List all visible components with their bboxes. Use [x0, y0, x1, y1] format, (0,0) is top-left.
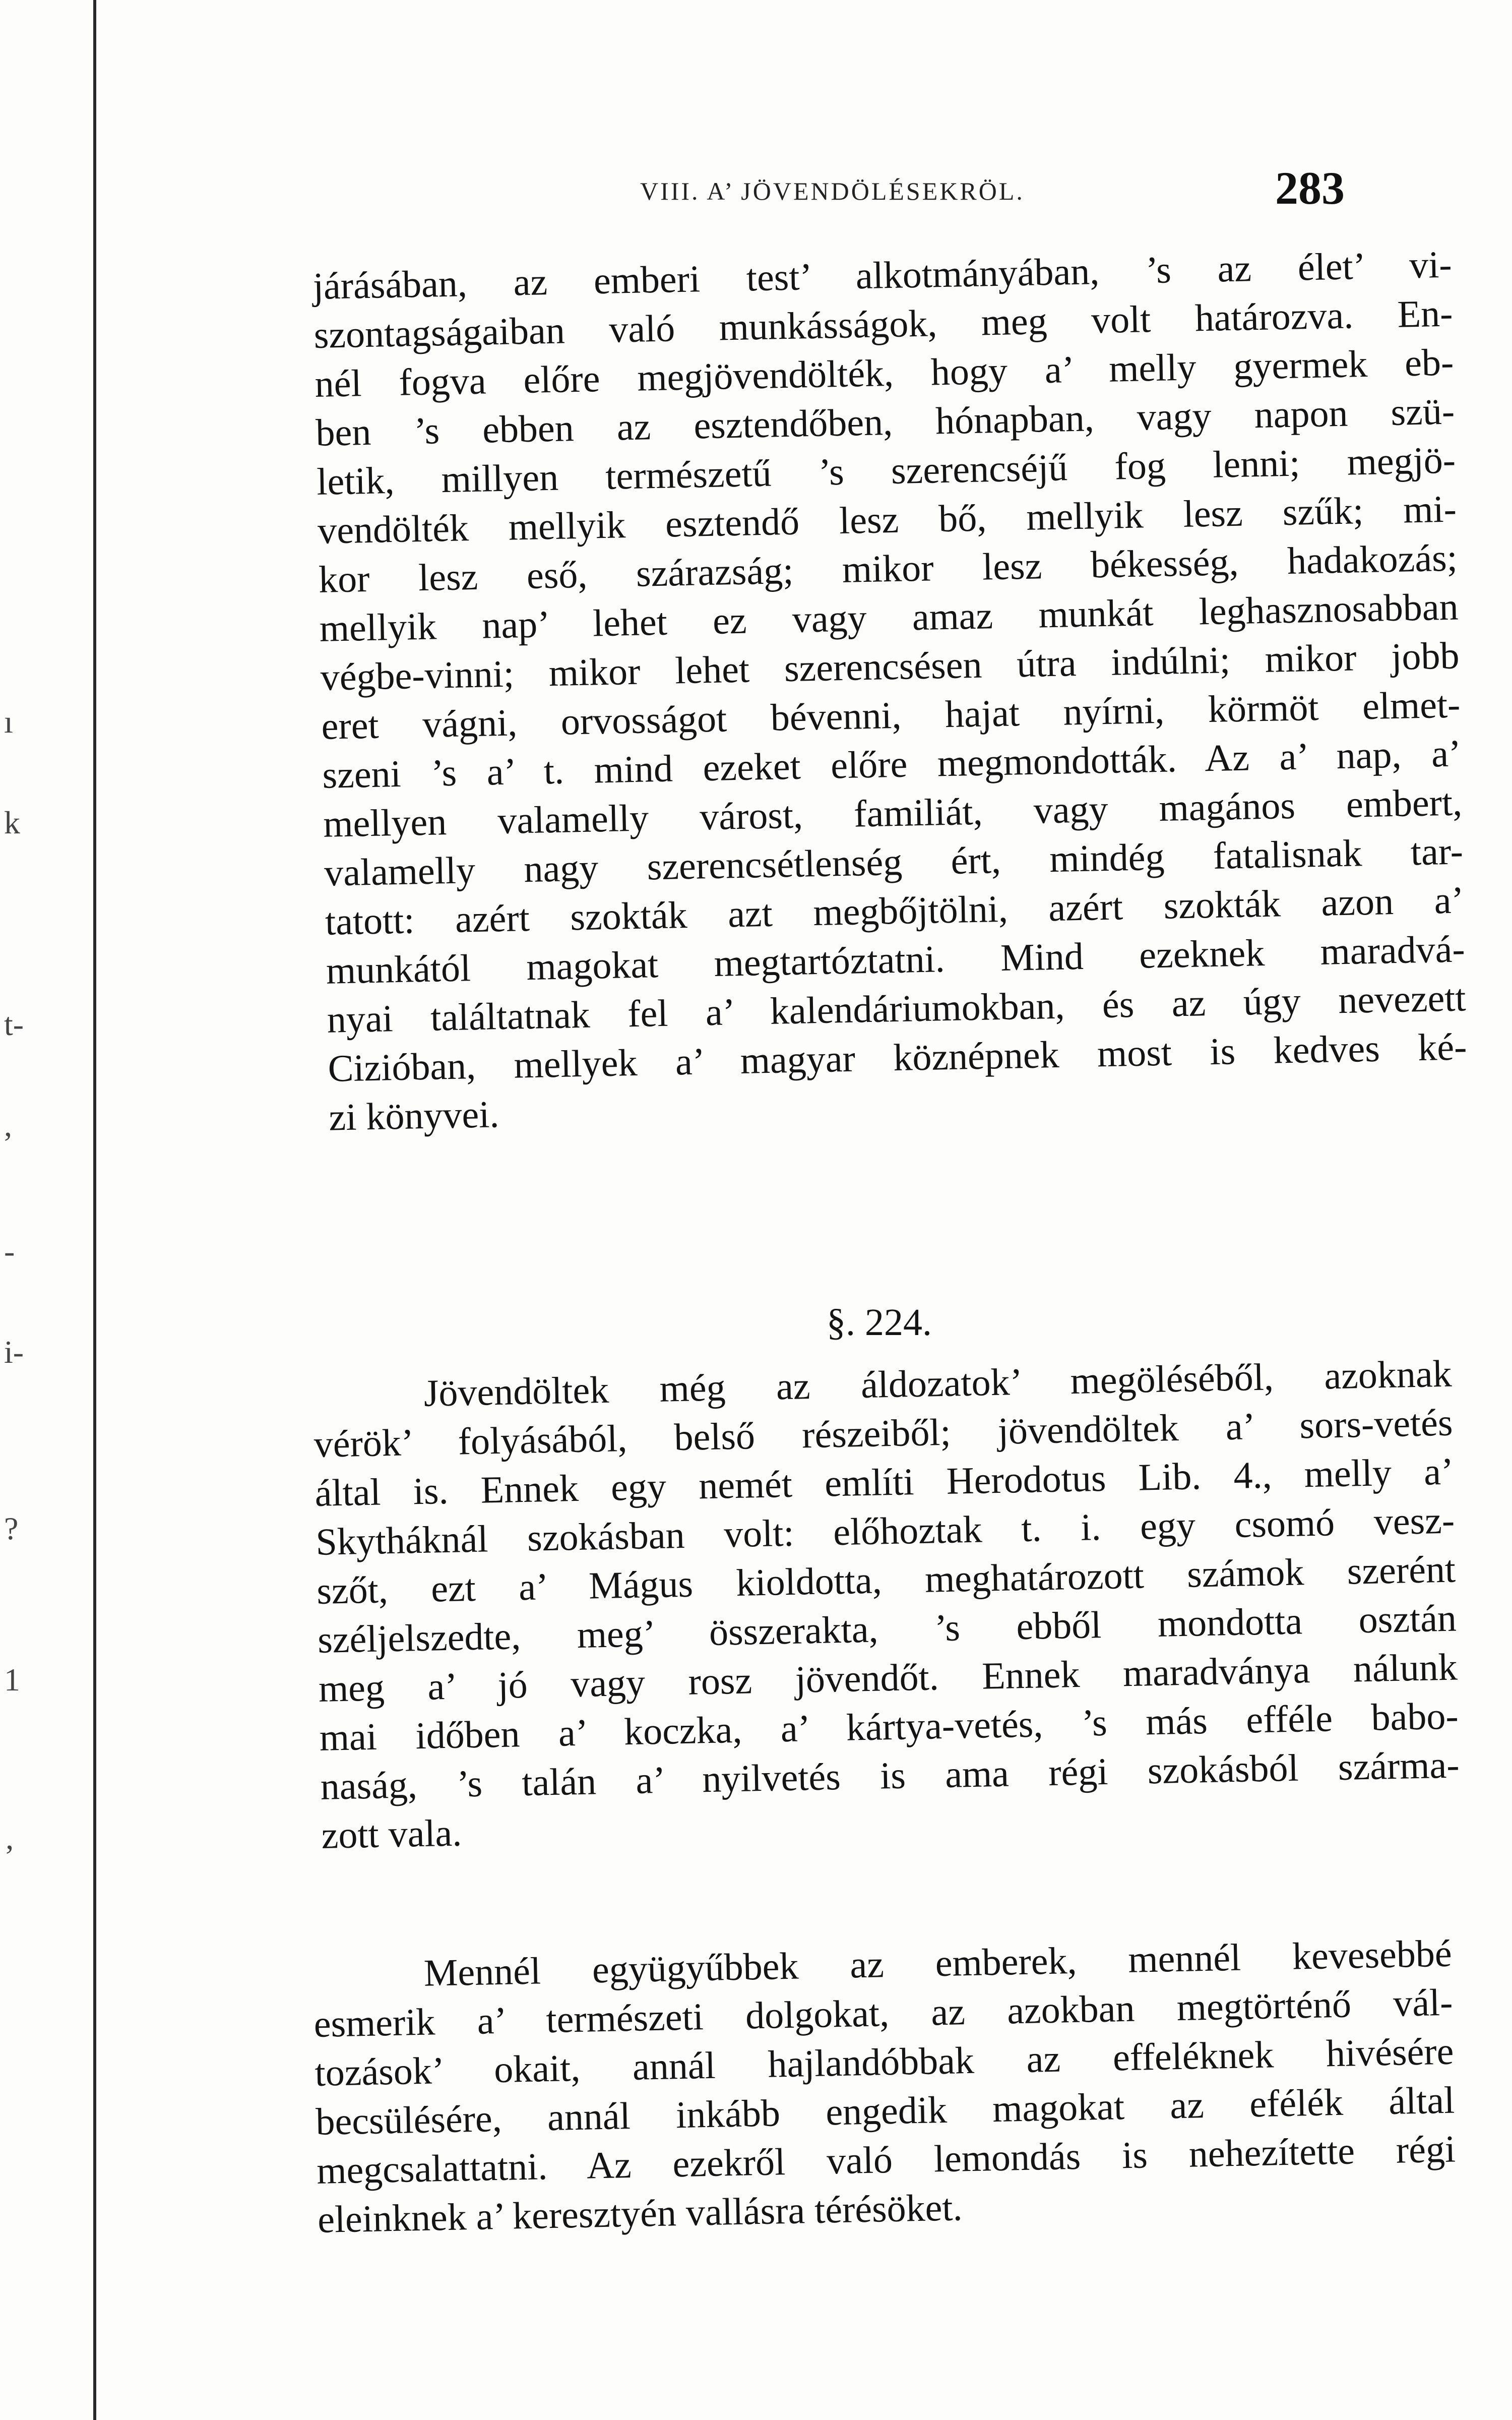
text-line: tatott: azért szokták azt megbőjtölni, azért szokták azon a’ — [325, 879, 1465, 943]
text-line: zi könyvei. — [328, 1093, 500, 1139]
fragment: , — [4, 1107, 12, 1143]
text-line: nyai találtatnak fel a’ kalendáriumokban, és az úgy nevezett — [327, 977, 1467, 1041]
adjacent-page-fragments — [0, 706, 30, 2017]
paragraph-2 — [312, 1350, 1461, 1860]
text-line: mellyen valamelly várost, familiát, vagy magános embert, — [323, 781, 1463, 845]
text-line: eleinknek a’ keresztyén vallásra térésöket. — [317, 2186, 963, 2241]
paragraph-1 — [312, 240, 1468, 1142]
fragment: ı — [4, 704, 13, 740]
text-line: Mennél együgyűbbek az emberek, mennél kevesebbé — [423, 1932, 1453, 1994]
text-line: járásában, az emberi test’ alkotmányában, ’s az élet’ vi- — [312, 243, 1453, 308]
text-line: széljelszedte, meg’ összerakta, ’s ebből mondotta osztán — [317, 1597, 1457, 1661]
fragment: 1 — [4, 1662, 20, 1698]
fragment: ? — [4, 1510, 19, 1546]
text-line: vérök’ folyásából, belső részeiből; jövendöltek a’ sors-vetés — [313, 1401, 1454, 1466]
text-line: által is. Ennek egy nemét említi Herodotus Lib. 4., melly a’ — [314, 1450, 1455, 1515]
text-line: végbe-vinni; mikor lehet szerencsésen útra indúlni; mikor jobb — [320, 634, 1460, 699]
text-line: eret vágni, orvosságot bévenni, hajat nyírni, körmöt elmet- — [321, 683, 1461, 748]
binding-gutter-line — [93, 0, 96, 2420]
text-line: megcsalattatni. Az ezekről való lemondás is nehezítette régi — [316, 2128, 1456, 2192]
text-line: Jövendöltek még az áldozatok’ megöléséből, azoknak — [423, 1352, 1453, 1415]
text-line: Cizióban, mellyek a’ magyar köznépnek most is kedves ké- — [327, 1025, 1468, 1090]
text-line: kor lesz eső, szárazság; mikor lesz békesség, hadakozás; — [318, 536, 1458, 601]
text-line: szőt, ezt a’ Mágus kioldotta, meghatározott számok szerént — [316, 1548, 1456, 1612]
fragment: t- — [4, 1006, 24, 1042]
text-line: szeni ’s a’ t. mind ezeket előre megmondották. Az a’ nap, a’ — [322, 732, 1462, 797]
text-line: letik, millyen természetű ’s szerencséjű fog lenni; megjö- — [316, 439, 1456, 503]
section-heading: §. 224. — [827, 1301, 932, 1344]
text-line: nél fogva előre megjövendölték, hogy a’ melly gyermek eb- — [314, 341, 1455, 405]
text-line: ben ’s ebben az esztendőben, hónapban, vagy napon szü- — [315, 390, 1455, 454]
paragraph-3 — [312, 1929, 1457, 2245]
text-line: mai időben a’ koczka, a’ kártya-vetés, ’s más efféle babo- — [319, 1695, 1459, 1759]
text-line: szontagságaiban való munkásságok, meg volt határozva. En- — [313, 292, 1454, 356]
text-line: zott vala. — [321, 1811, 462, 1857]
fragment: - — [4, 1233, 15, 1269]
text-line: esmerik a’ természeti dolgokat, az azokban megtörténő vál- — [313, 1981, 1454, 2045]
running-head: VIII. A’ JÖVENDÖLÉSEKRÖL. — [640, 177, 1025, 205]
fragment: ’ — [4, 1838, 15, 1874]
text-line: valamelly nagy szerencsétlenség ért, mindég fatalisnak tar- — [324, 830, 1464, 894]
text-line: tozások’ okait, annál hajlandóbbak az effeléknek hivésére — [314, 2030, 1455, 2094]
text-line: vendölték mellyik esztendő lesz bő, mellyik lesz szűk; mi- — [317, 488, 1457, 552]
fragment: k — [4, 805, 20, 840]
text-line: meg a’ jó vagy rosz jövendőt. Ennek maradványa nálunk — [318, 1646, 1458, 1710]
text-line: becsülésére, annál inkább engedik magokat az efélék által — [315, 2079, 1455, 2143]
page-number: 283 — [1275, 162, 1345, 214]
text-line: munkától magokat megtartóztatni. Mind ezeknek maradvá- — [326, 928, 1466, 992]
text-line: Skytháknál szokásban volt: előhoztak t. i. egy csomó vesz- — [315, 1499, 1455, 1563]
text-line: mellyik nap’ lehet ez vagy amaz munkát leghasznosabban — [319, 585, 1459, 650]
text-line: naság, ’s talán a’ nyilvetés is ama régi szokásból szárma- — [320, 1743, 1460, 1808]
fragment: i- — [4, 1334, 24, 1370]
